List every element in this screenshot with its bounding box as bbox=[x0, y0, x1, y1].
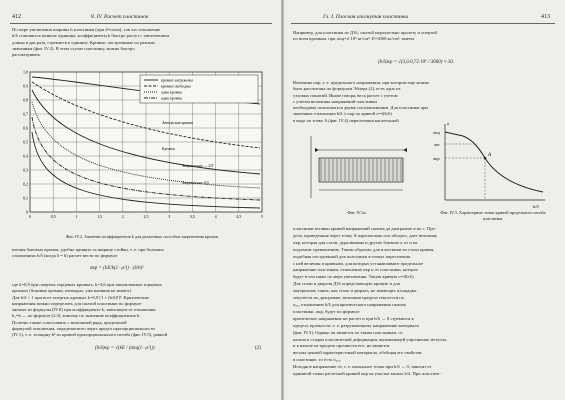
curve-label-a: Авторская кривая bbox=[162, 120, 193, 125]
y-tick-label: 0,1 bbox=[23, 195, 28, 201]
x-tick-label: 1 bbox=[75, 214, 78, 219]
body-line: необходимо пользоваться двумя соотношениями. Для пластинки при bbox=[293, 105, 428, 111]
intro-paragraph bbox=[12, 27, 274, 58]
body-line: и в начале не предела прочности его; но является bbox=[293, 343, 390, 349]
body-line: критическое напряжение не растет и при b/δ → 0 стремится к bbox=[293, 315, 414, 321]
body-line: значениях отношения b/δ ≥ σкр по кривой σ=f(b/δ) bbox=[293, 111, 392, 117]
body-line: b₁=b — по формуле (2.4), взятому по значению коэффициентов k. bbox=[12, 313, 141, 319]
y-tick-label: 0,5 bbox=[23, 139, 28, 145]
x-tick-label: 2 bbox=[121, 214, 124, 219]
characteristic-curve-figure bbox=[433, 118, 551, 213]
figure-caption-2a: Фиг. IV.2а. bbox=[347, 210, 367, 215]
equation-3: (b/δ)кр = √(3,6·0,72·10⁶ / 3000) ≈ 30. bbox=[378, 60, 454, 65]
x-tick-label: 3 bbox=[168, 214, 171, 219]
point-a bbox=[484, 157, 487, 160]
body-line: напряжение пластинки, отношение σкр к σт пластинки, которое bbox=[293, 267, 419, 273]
body-line: отношениях b/δ (когда δ = b) расчет вести по формуле bbox=[12, 253, 118, 259]
y-tick-label: 0,2 bbox=[23, 181, 28, 187]
x-tick-label: 3,5 bbox=[189, 214, 195, 219]
equation-1: σкр = (bE/k(1−μ²)) · (δ/b)² bbox=[90, 266, 144, 271]
intro-line: длины в два раза, стремятся к единице. Кривые, построенные по разным bbox=[12, 39, 155, 45]
arrow-right-top bbox=[403, 148, 407, 152]
figure-caption-left: Фиг. IV.2. Значение коэффициентов k для различных способов закрепления кромок. bbox=[65, 234, 220, 239]
head-rule-right bbox=[291, 23, 555, 24]
body-line: пределу прочности, т. е. разрушающему напряжению материала bbox=[293, 322, 419, 328]
body-line: текучести по диаграмме, величина предела текучести по bbox=[293, 295, 405, 301]
legend-label-4: одна кромка bbox=[161, 95, 182, 101]
equation-2-number: (2) bbox=[255, 346, 261, 351]
legend-label-3: одна кромка bbox=[161, 89, 182, 95]
coefficient-chart bbox=[12, 62, 270, 232]
running-head-right: Гл. I. Плоская изогнутая пластинка bbox=[323, 14, 409, 20]
body-line: с учетом величины напряжений пластинки bbox=[293, 98, 377, 104]
body-paragraph-1 bbox=[12, 247, 274, 260]
label-axis-b: b/δ bbox=[533, 204, 539, 209]
body-line: σ₀,₂ отношению b/δ для критического напряжения сжатия bbox=[293, 301, 406, 307]
body-line: где k=0,9 при опертых торцевых кромках, k=3,6 при защемленных торцевых bbox=[12, 282, 162, 287]
body-line: в виде по точке A (фиг. IV.4) пересечения касательной bbox=[293, 117, 399, 123]
x-tick-label: 0 bbox=[29, 214, 31, 219]
body-line: формулой отношения, определяемого через предел пропорциональности bbox=[12, 326, 155, 332]
body-line: дела, проведенная через точку A параллельно оси абсцисс, дает величину bbox=[293, 232, 438, 238]
body-line: Полезно также сопоставить с величиной ряда, предельной bbox=[12, 319, 127, 325]
y-tick-label: 0,4 bbox=[23, 153, 28, 159]
body-line: ляемые из формулы (IV.8) при коэффициенте k, зависящем от отношения bbox=[12, 307, 156, 313]
legend-label-2: кромки свободны bbox=[161, 83, 191, 89]
body-line: Для стали и дюраля Д16 определяющую кривую и для bbox=[293, 281, 400, 287]
right-intro bbox=[293, 30, 555, 43]
body-line: начала в стадии пластической деформации, вызывающей упрочнение металла, bbox=[293, 336, 448, 342]
y-tick-label: 0,9 bbox=[23, 83, 28, 89]
x-tick-label: 4 bbox=[214, 214, 217, 219]
body-line: Например, для пластинки из Д16, сжатой параллельно пролету и опертой bbox=[293, 30, 437, 35]
body-line: материалов, таких, как сталь и дюраль, не имеющих площадки bbox=[293, 288, 417, 294]
label-sigma-t: σт bbox=[434, 142, 440, 147]
y-tick-label: 0,7 bbox=[23, 111, 28, 117]
right-page bbox=[283, 0, 565, 400]
arrow-left-top bbox=[315, 148, 319, 152]
x-tick-label: 5 bbox=[261, 214, 263, 219]
label-sigma-pc: σпц bbox=[433, 130, 440, 135]
curve-label-c: Защемление — 2/5 bbox=[182, 163, 214, 168]
body-paragraph-2 bbox=[12, 282, 274, 339]
body-line: напряжения можно определить для сжатой пластинки по формуле bbox=[12, 300, 142, 306]
label-point-a: A bbox=[488, 153, 492, 158]
y-tick-label: 0,8 bbox=[23, 97, 28, 103]
body-line: в пластинке, то есть σ₀,₂. bbox=[293, 357, 342, 363]
legend-label-1: кромки загружены bbox=[161, 77, 193, 83]
body-line: подлежит превышению. Таким образом, для пластинки из стали кривая, bbox=[293, 246, 435, 252]
body-line: подобная построенной для пластинки в точках пересечения bbox=[293, 253, 411, 259]
body-line: весьма ценной характеристикой материала, обобщая его свойства bbox=[293, 350, 422, 356]
y-tick-label: 0 bbox=[26, 209, 28, 215]
head-rule-left bbox=[10, 23, 272, 24]
equation-2: (b/δ)кр = √(kE / (σпц(1−μ²))) bbox=[95, 346, 155, 351]
body-line: быть рассчитана по формулам Эйлера (2), есть одно из bbox=[293, 86, 401, 92]
body-line: принятой точки расчетной кривой σкр на участке малых b/δ. При пластиче- bbox=[293, 371, 441, 377]
intro-line: По мере увеличения ширины b пластинки (при δ=const), так что отношение bbox=[12, 27, 161, 32]
body-line: Величина σкр, т. е. предельного напряжения, при котором еще можно bbox=[293, 80, 430, 85]
plate-schematic-figure bbox=[301, 128, 411, 208]
page-number-right: 413 bbox=[541, 14, 550, 20]
chart-legend bbox=[140, 75, 258, 103]
left-page bbox=[0, 0, 282, 400]
x-tick-label: 0,5 bbox=[50, 214, 56, 219]
body-line: кромках (боковые кромки, очевидно, уже влияния не имеют). bbox=[12, 288, 133, 294]
intro-line: b/δ становится меньше единицы, коэффициенты k быстро растут с увеличением bbox=[12, 33, 169, 39]
body-line: пластинки вставки кривой напряжений сжатия да диаграмме в но с. Пре- bbox=[293, 226, 437, 231]
intro-line: рассматривать bbox=[12, 52, 41, 58]
page-number-left: 412 bbox=[12, 14, 21, 20]
intro-line: значениям (фиг. IV.2). В этом случае пластинку, можно быстро bbox=[12, 45, 135, 51]
body-line: σкр, которая для стали, дуралюмина и других близких к σт и не bbox=[293, 239, 418, 245]
y-tick-label: 0,3 bbox=[23, 167, 28, 173]
label-sigma-cr: σкр bbox=[433, 156, 440, 161]
body-line: (фиг. IV.3). Однако σв является по таким пластинкам, от bbox=[293, 329, 403, 335]
body-line: с ней величин и кривыми, для которых устанавливают предельное bbox=[293, 260, 424, 266]
figure-caption-3: Фиг. IV.3. Характерные точки кривой предельного изгиба пластинки. bbox=[440, 210, 546, 221]
strength-curve bbox=[445, 132, 543, 192]
body-line: будет в тем ниже по мере увеличения. Такую кривую σ=f(b/δ) bbox=[293, 274, 414, 280]
body-line: Для b/δ < 1 при всех опертых кромках k=0,9 [1 + (b/δ)²]². Критические bbox=[12, 294, 150, 300]
body-line: по всем кромкам, при σпц=2·10⁵ кг/см², E=3000 кг/см², имеем bbox=[293, 36, 414, 42]
y-tick-label: 1,0 bbox=[23, 69, 28, 75]
x-tick-label: 1,5 bbox=[97, 214, 103, 219]
label-axis-sigma: σ bbox=[447, 121, 450, 126]
right-paragraph-bottom bbox=[293, 226, 555, 378]
body-line: узловых понятий. Иначе говоря, весь расчет с учетом bbox=[293, 92, 398, 98]
curve-label-b: Кромки bbox=[162, 146, 175, 151]
y-tick-label: 0,6 bbox=[23, 125, 28, 131]
body-line: Исходное напряжение σт, т. е. начальное точки при b/δ → 0, зависит от bbox=[293, 364, 432, 370]
body-line: пластинки, σкр, будет по формуле bbox=[293, 308, 360, 314]
curve-label-d: Защемление 0,5 bbox=[182, 180, 209, 185]
body-line: (IV.1), т. е. толщину b² из кривой пропорционального изгиба (фиг. IV.5), равной bbox=[12, 332, 168, 338]
x-tick-label: 4,5 bbox=[236, 214, 242, 219]
body-line: вления боковых кромок, удобно принять за ширину стойки, т. е. при больших bbox=[12, 247, 164, 252]
x-tick-label: 2,5 bbox=[143, 214, 149, 219]
running-head-left: Ч. IV. Расчет пластинок bbox=[90, 14, 149, 20]
